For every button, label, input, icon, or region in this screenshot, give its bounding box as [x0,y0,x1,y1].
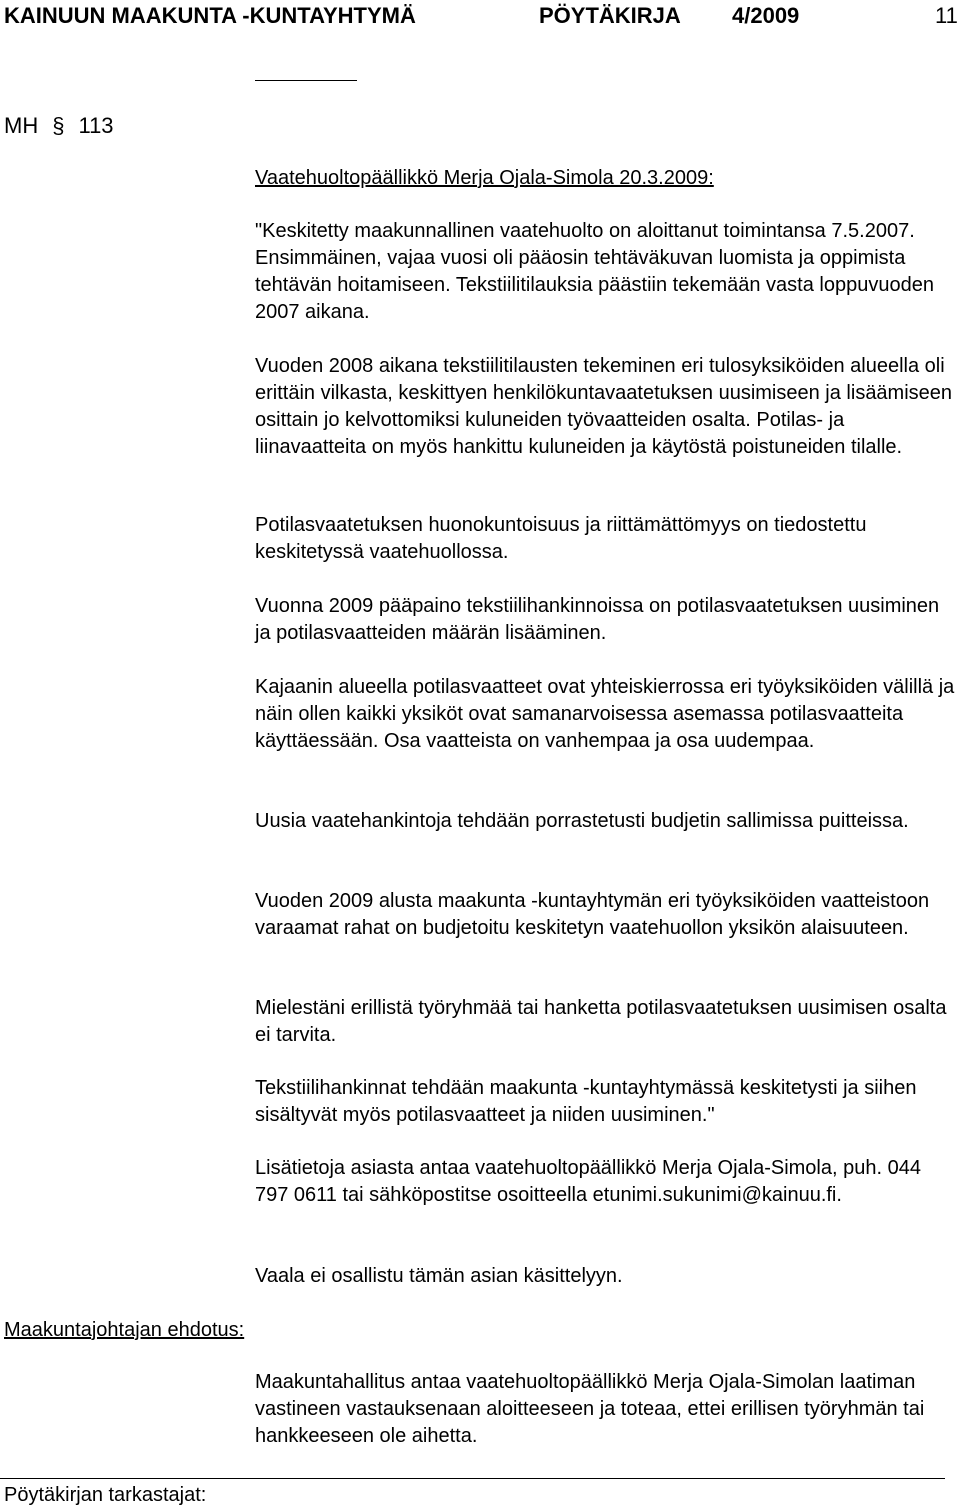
proposal-text: Maakuntahallitus antaa vaatehuoltopäällikkö Merja Ojala-Simolan laatiman vastineen vastauksenaan aloitteeseen ja toteaa, ettei erillisen työryhmän tai hankkeeseen ole aihetta. [255,1371,925,1447]
section-number [4,112,128,140]
paragraph-8: Mielestäni erillistä työryhmää tai hanketta potilasvaatetuksen uusimisen osalta ei tarvita. [255,997,947,1046]
paragraph-5: Kajaanin alueella potilasvaatteet ovat yhteiskierrossa eri työyksiköiden välillä ja näin ollen kaikki yksiköt ovat samanarvoisessa asemassa potilasvaatteita käyttäessään. Osa vaatteista on vanhempaa ja osa uudempaa. [255,676,955,752]
paragraph-3: Potilasvaatetuksen huonokuntoisuus ja riittämättömyys on tiedostettu keskitetyssä vaatehuollossa. [255,514,867,563]
paragraph-6: Uusia vaatehankintoja tehdään porrastetusti budjetin sallimissa puitteissa. [255,810,909,832]
section-symbol: § [52,113,65,138]
footer-label: Pöytäkirjan tarkastajat: [4,1484,207,1506]
paragraph-9: Tekstiilihankinnat tehdään maakunta -kuntayhtymässä keskitetysti ja siihen sisältyvät myös potilasvaatteet ja niiden uusiminen." [255,1077,917,1126]
paragraph-2: Vuoden 2008 aikana tekstiilitilausten tekeminen eri tulosyksiköiden alueella oli erittäin vilkasta, keskittyen henkilökuntavaatetuksen uusimiseen ja lisäämiseen osittain jo kelvottomiksi kuluneiden työvaatteiden osalta. Potilas- ja liinavaatteita on myös hankittu kuluneiden ja käytöstä poistuneiden tilalle. [255,355,953,458]
header-divider [255,80,357,81]
document-type: PÖYTÄKIRJA [539,3,681,28]
paragraph-7: Vuoden 2009 alusta maakunta -kuntayhtymän eri työyksiköiden vaatteistoon varaamat rahat on budjetoitu keskitetyn vaatehuollon yksikön alaisuuteen. [255,890,930,939]
contact-info: Lisätietoja asiasta antaa vaatehuoltopäällikkö Merja Ojala-Simola, puh. 044 797 0611 tai sähköpostitse osoitteella etunimi.sukunimi@kainuu.fi. [255,1157,921,1206]
section-body: MH [4,113,39,138]
organization-name: KAINUUN MAAKUNTA -KUNTAYHTYMÄ [4,3,416,28]
statement-author-line [255,165,957,192]
section-id: 113 [78,113,114,138]
recusal-note: Vaala ei osallistu tämän asian käsittelyyn. [255,1265,623,1287]
page-number: 11 [935,3,958,28]
footer-divider [0,1478,945,1479]
meeting-number: 4/2009 [732,3,800,28]
statement-author: Vaatehuoltopäällikkö Merja Ojala-Simola 20.3.2009: [255,167,714,189]
proposal-label: Maakuntajohtajan ehdotus: [4,1319,245,1341]
paragraph-4: Vuonna 2009 pääpaino tekstiilihankinnoissa on potilasvaatetuksen uusiminen ja potilasvaatteiden määrän lisääminen. [255,595,940,644]
paragraph-1: "Keskitetty maakunnallinen vaatehuolto on aloittanut toimintansa 7.5.2007. Ensimmäinen, vajaa vuosi oli pääosin tehtäväkuvan luomista ja oppimista tehtävän hoitamiseen. Tekstiilitilauksia päästiin tekemään vasta loppuvuoden 2007 aikana. [255,220,934,323]
